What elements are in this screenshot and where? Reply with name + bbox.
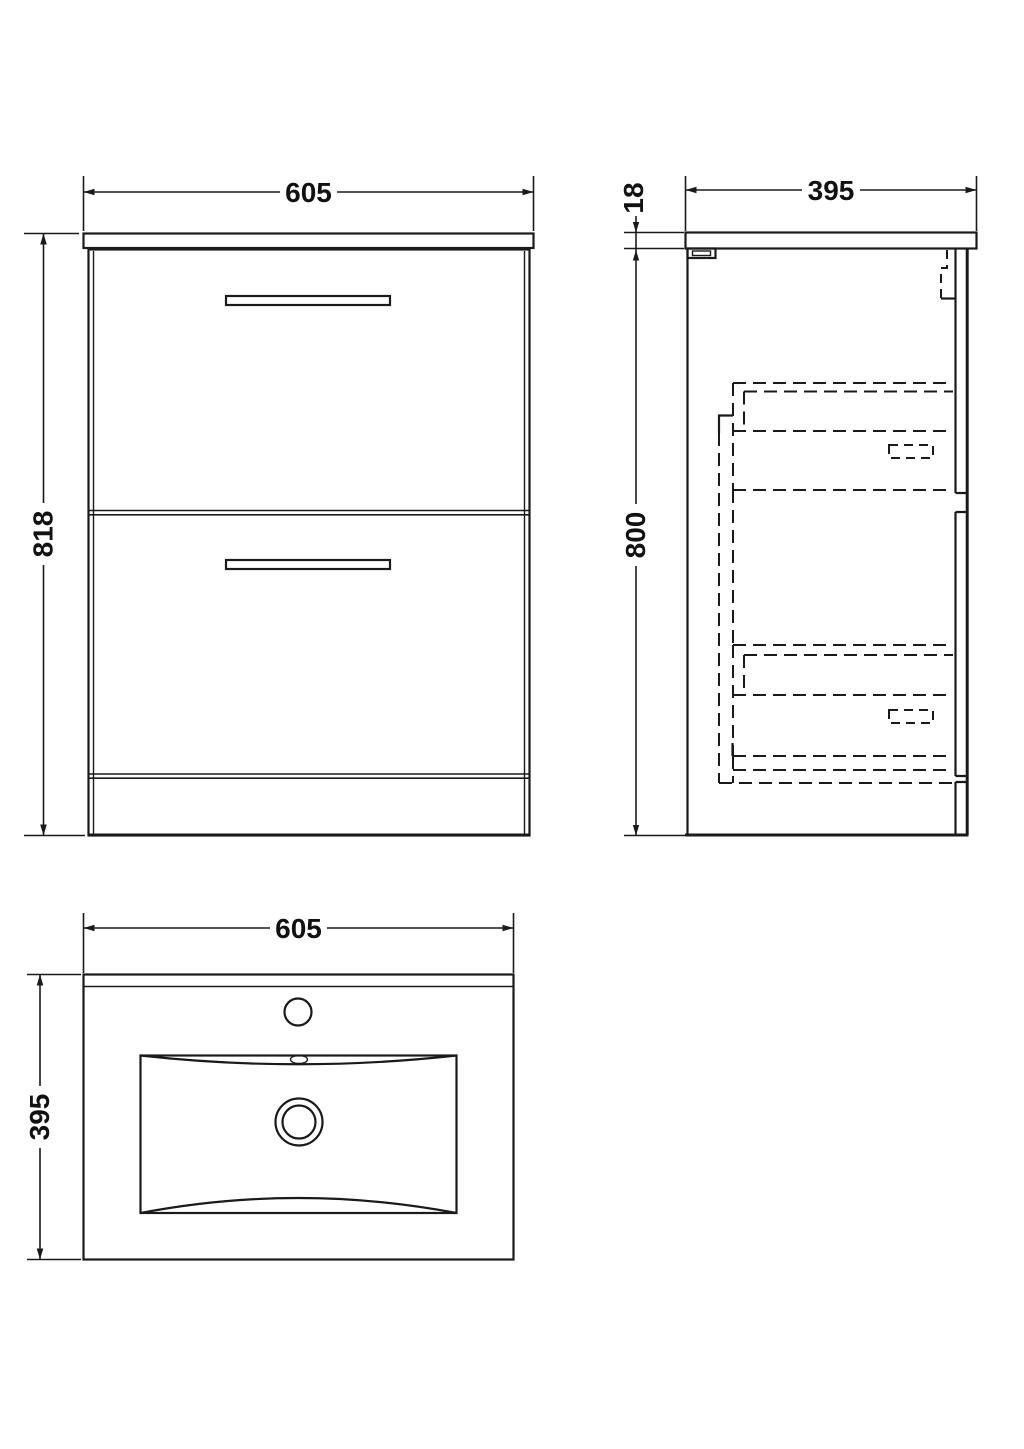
plan-width-label: 605 [275,913,322,944]
lower-drawer-runner-block [889,710,933,723]
arrowhead-top [40,234,47,245]
basin-bowl [141,1056,457,1214]
side-view [618,175,977,836]
plan-width-dimension [84,913,514,973]
bowl-rim [141,1056,457,1214]
back-panel-inner-edge [956,249,968,836]
arrowhead-right [523,189,534,196]
front-height-label: 818 [27,510,59,558]
back-rail-hidden-outline [941,250,947,298]
side-depth-dimension [686,175,977,231]
front-view [24,176,534,836]
arrowhead-bottom [37,1249,44,1260]
cabinet-body [89,250,530,836]
bowl-back-slope-curve [141,1198,457,1213]
drawer-divider-line [89,511,530,515]
worktop-side [686,233,977,249]
carcass-height-label: 800 [620,511,651,559]
basin-top-outline [84,975,514,1260]
upper-drawer-box-outline [733,383,953,490]
waste-hole-inner [283,1106,316,1139]
upper-drawer-runner-block [889,445,933,458]
arrowhead-top [37,975,44,986]
plan-depth-label: 395 [24,1093,55,1141]
upper-drawer-handle [226,296,390,305]
tap-hole [285,999,312,1026]
drawer-front-hidden-outline [719,416,733,784]
hidden-vertical-lines [719,433,733,783]
worktop-front [84,234,534,249]
overflow-slot [291,1056,308,1064]
front-width-label: 605 [285,177,332,208]
upper-drawer-hidden [733,383,953,490]
side-height-dimensions [618,180,686,836]
lower-drawer-handle [226,560,390,569]
front-width-dimension [84,176,534,231]
plan-depth-dimension [24,975,81,1260]
worktop-thickness-label: 18 [618,182,649,214]
arrowhead-right [503,925,514,932]
side-depth-label: 395 [807,175,855,206]
arrowhead-left [84,925,95,932]
arrowhead-right [966,187,977,194]
front-height-dimension [24,234,85,836]
arrowhead-bottom [633,825,639,836]
hidden-outline-corner [719,416,733,434]
plan-view [24,913,514,1260]
arrowhead-carcass-top [633,250,639,261]
arrowhead-bottom [40,825,47,836]
handle-side-profile-inner [693,251,711,256]
lower-drawer-hidden [719,645,953,783]
lower-drawer-box-outline [719,645,953,783]
handle-side-profile [688,249,716,259]
arrowhead-worktop-top [633,222,639,233]
arrowhead-left [686,187,697,194]
side-edge-inner-lines [94,251,525,834]
arrowhead-left [84,189,95,196]
plinth-line [89,774,530,778]
